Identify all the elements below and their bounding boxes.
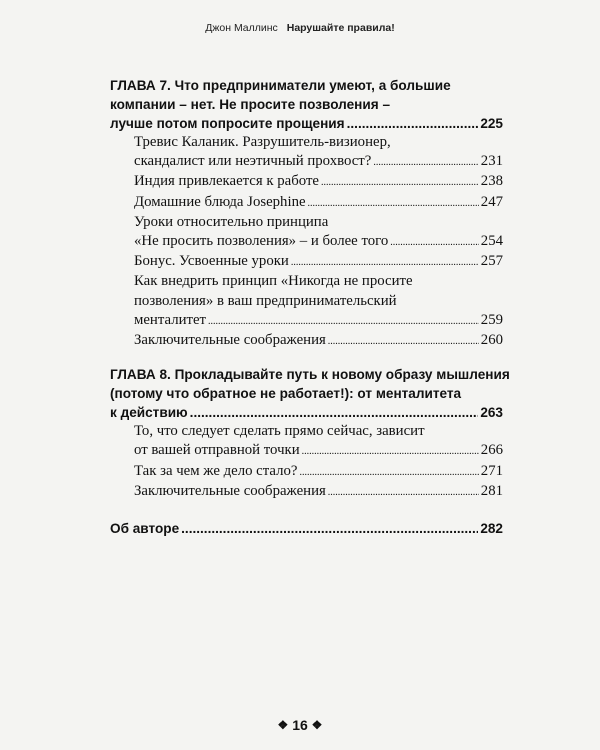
section-page-number: 271 — [480, 462, 503, 479]
chapter-8-sections — [134, 422, 503, 502]
about-author-label: Об авторе — [110, 521, 180, 537]
section-title-line: позволения» в ваш предпринимательский — [134, 292, 397, 309]
chapter-7-sections — [134, 133, 503, 351]
section-title-line: Уроки относительно принципа — [134, 213, 329, 230]
section-page-number: 259 — [480, 311, 503, 328]
leader-dots — [328, 483, 479, 502]
ornament-icon: ❖ — [277, 718, 289, 732]
leader-dots — [291, 253, 479, 272]
section-page-number: 254 — [480, 233, 503, 250]
leader-dots — [373, 153, 478, 172]
toc-section[interactable] — [134, 213, 503, 252]
chapter-title-line: ГЛАВА 7. Что предприниматели умеют, а большие — [110, 78, 451, 93]
header-book-title: Нарушайте правила! — [286, 22, 395, 34]
section-entry-row — [134, 311, 503, 331]
toc-section[interactable] — [134, 172, 503, 192]
chapter-title-line: к действию — [110, 405, 188, 421]
toc-chapter-7[interactable] — [110, 76, 503, 133]
toc-section[interactable] — [134, 272, 503, 331]
leader-dots — [302, 442, 479, 461]
section-title-line: То, что следует сделать прямо сейчас, зависит — [134, 423, 425, 440]
toc-section[interactable] — [134, 422, 503, 461]
section-entry-row — [134, 232, 503, 252]
chapter-title-line: (потому что обратное не работает!): от менталитета — [110, 386, 462, 402]
section-title-line: от вашей отправной точки — [134, 442, 300, 459]
toc-chapter-8[interactable] — [110, 365, 510, 422]
about-author-page-number: 282 — [480, 521, 503, 537]
running-header — [0, 22, 600, 34]
leader-dots — [181, 519, 478, 538]
leader-dots — [208, 312, 479, 331]
leader-dots — [190, 403, 479, 422]
toc-section[interactable] — [134, 252, 503, 272]
chapter-entry-row — [110, 114, 503, 133]
toc-section[interactable] — [134, 482, 503, 502]
section-title-line: Домашние блюда Josephine — [134, 193, 306, 210]
section-title-line: Как внедрить принцип «Никогда не просите — [134, 273, 413, 290]
chapter-title-line: компании – нет. Не просите позволения – — [110, 97, 391, 112]
section-entry-row — [134, 331, 503, 351]
section-title-line: Заключительные соображения — [134, 332, 326, 349]
section-page-number: 257 — [480, 253, 503, 270]
chapter-title-line: лучше потом попросите прощения — [110, 116, 345, 131]
section-title-line: скандалист или неэтичный прохвост? — [134, 153, 372, 170]
section-page-number: 260 — [480, 332, 503, 349]
leader-dots — [347, 114, 479, 133]
chapter-title-line: ГЛАВА 8. Прокладывайте путь к новому образу мышления — [110, 367, 510, 383]
table-of-contents — [110, 76, 510, 538]
section-entry-row — [134, 252, 503, 272]
section-entry-row — [134, 172, 503, 192]
section-page-number: 281 — [480, 482, 503, 499]
section-page-number: 238 — [480, 173, 503, 190]
section-entry-row — [134, 482, 503, 502]
leader-dots — [299, 463, 478, 482]
section-title-line: Заключительные соображения — [134, 482, 326, 499]
chapter-page-number: 225 — [480, 116, 503, 131]
header-author: Джон Маллинс — [205, 22, 278, 34]
leader-dots — [390, 233, 479, 252]
section-entry-row — [134, 193, 503, 213]
section-page-number: 266 — [480, 442, 503, 459]
leader-dots — [328, 332, 479, 351]
page-footer — [0, 717, 600, 733]
ornament-icon: ❖ — [311, 718, 323, 732]
leader-dots — [321, 173, 479, 192]
chapter-page-number: 263 — [480, 405, 503, 421]
section-page-number: 231 — [480, 153, 503, 170]
chapter-entry-row — [110, 519, 503, 538]
section-title-line: Так за чем же дело стало? — [134, 462, 298, 479]
section-title-line: Тревис Каланик. Разрушитель-визионер, — [134, 134, 391, 150]
section-title-line: менталитет — [134, 311, 206, 328]
page-number: 16 — [292, 717, 308, 733]
section-title-line: Бонус. Усвоенные уроки — [134, 253, 289, 270]
section-entry-row — [134, 152, 503, 172]
section-entry-row — [134, 462, 503, 482]
leader-dots — [308, 194, 479, 213]
toc-section[interactable] — [134, 193, 503, 213]
section-entry-row — [134, 441, 503, 461]
chapter-entry-row — [110, 403, 503, 422]
toc-section[interactable] — [134, 331, 503, 351]
toc-section[interactable] — [134, 133, 503, 172]
section-title-line: «Не просить позволения» – и более того — [134, 233, 389, 250]
toc-about-author[interactable] — [110, 519, 503, 538]
section-title-line: Индия привлекается к работе — [134, 173, 319, 190]
section-page-number: 247 — [480, 193, 503, 210]
toc-section[interactable] — [134, 462, 503, 482]
